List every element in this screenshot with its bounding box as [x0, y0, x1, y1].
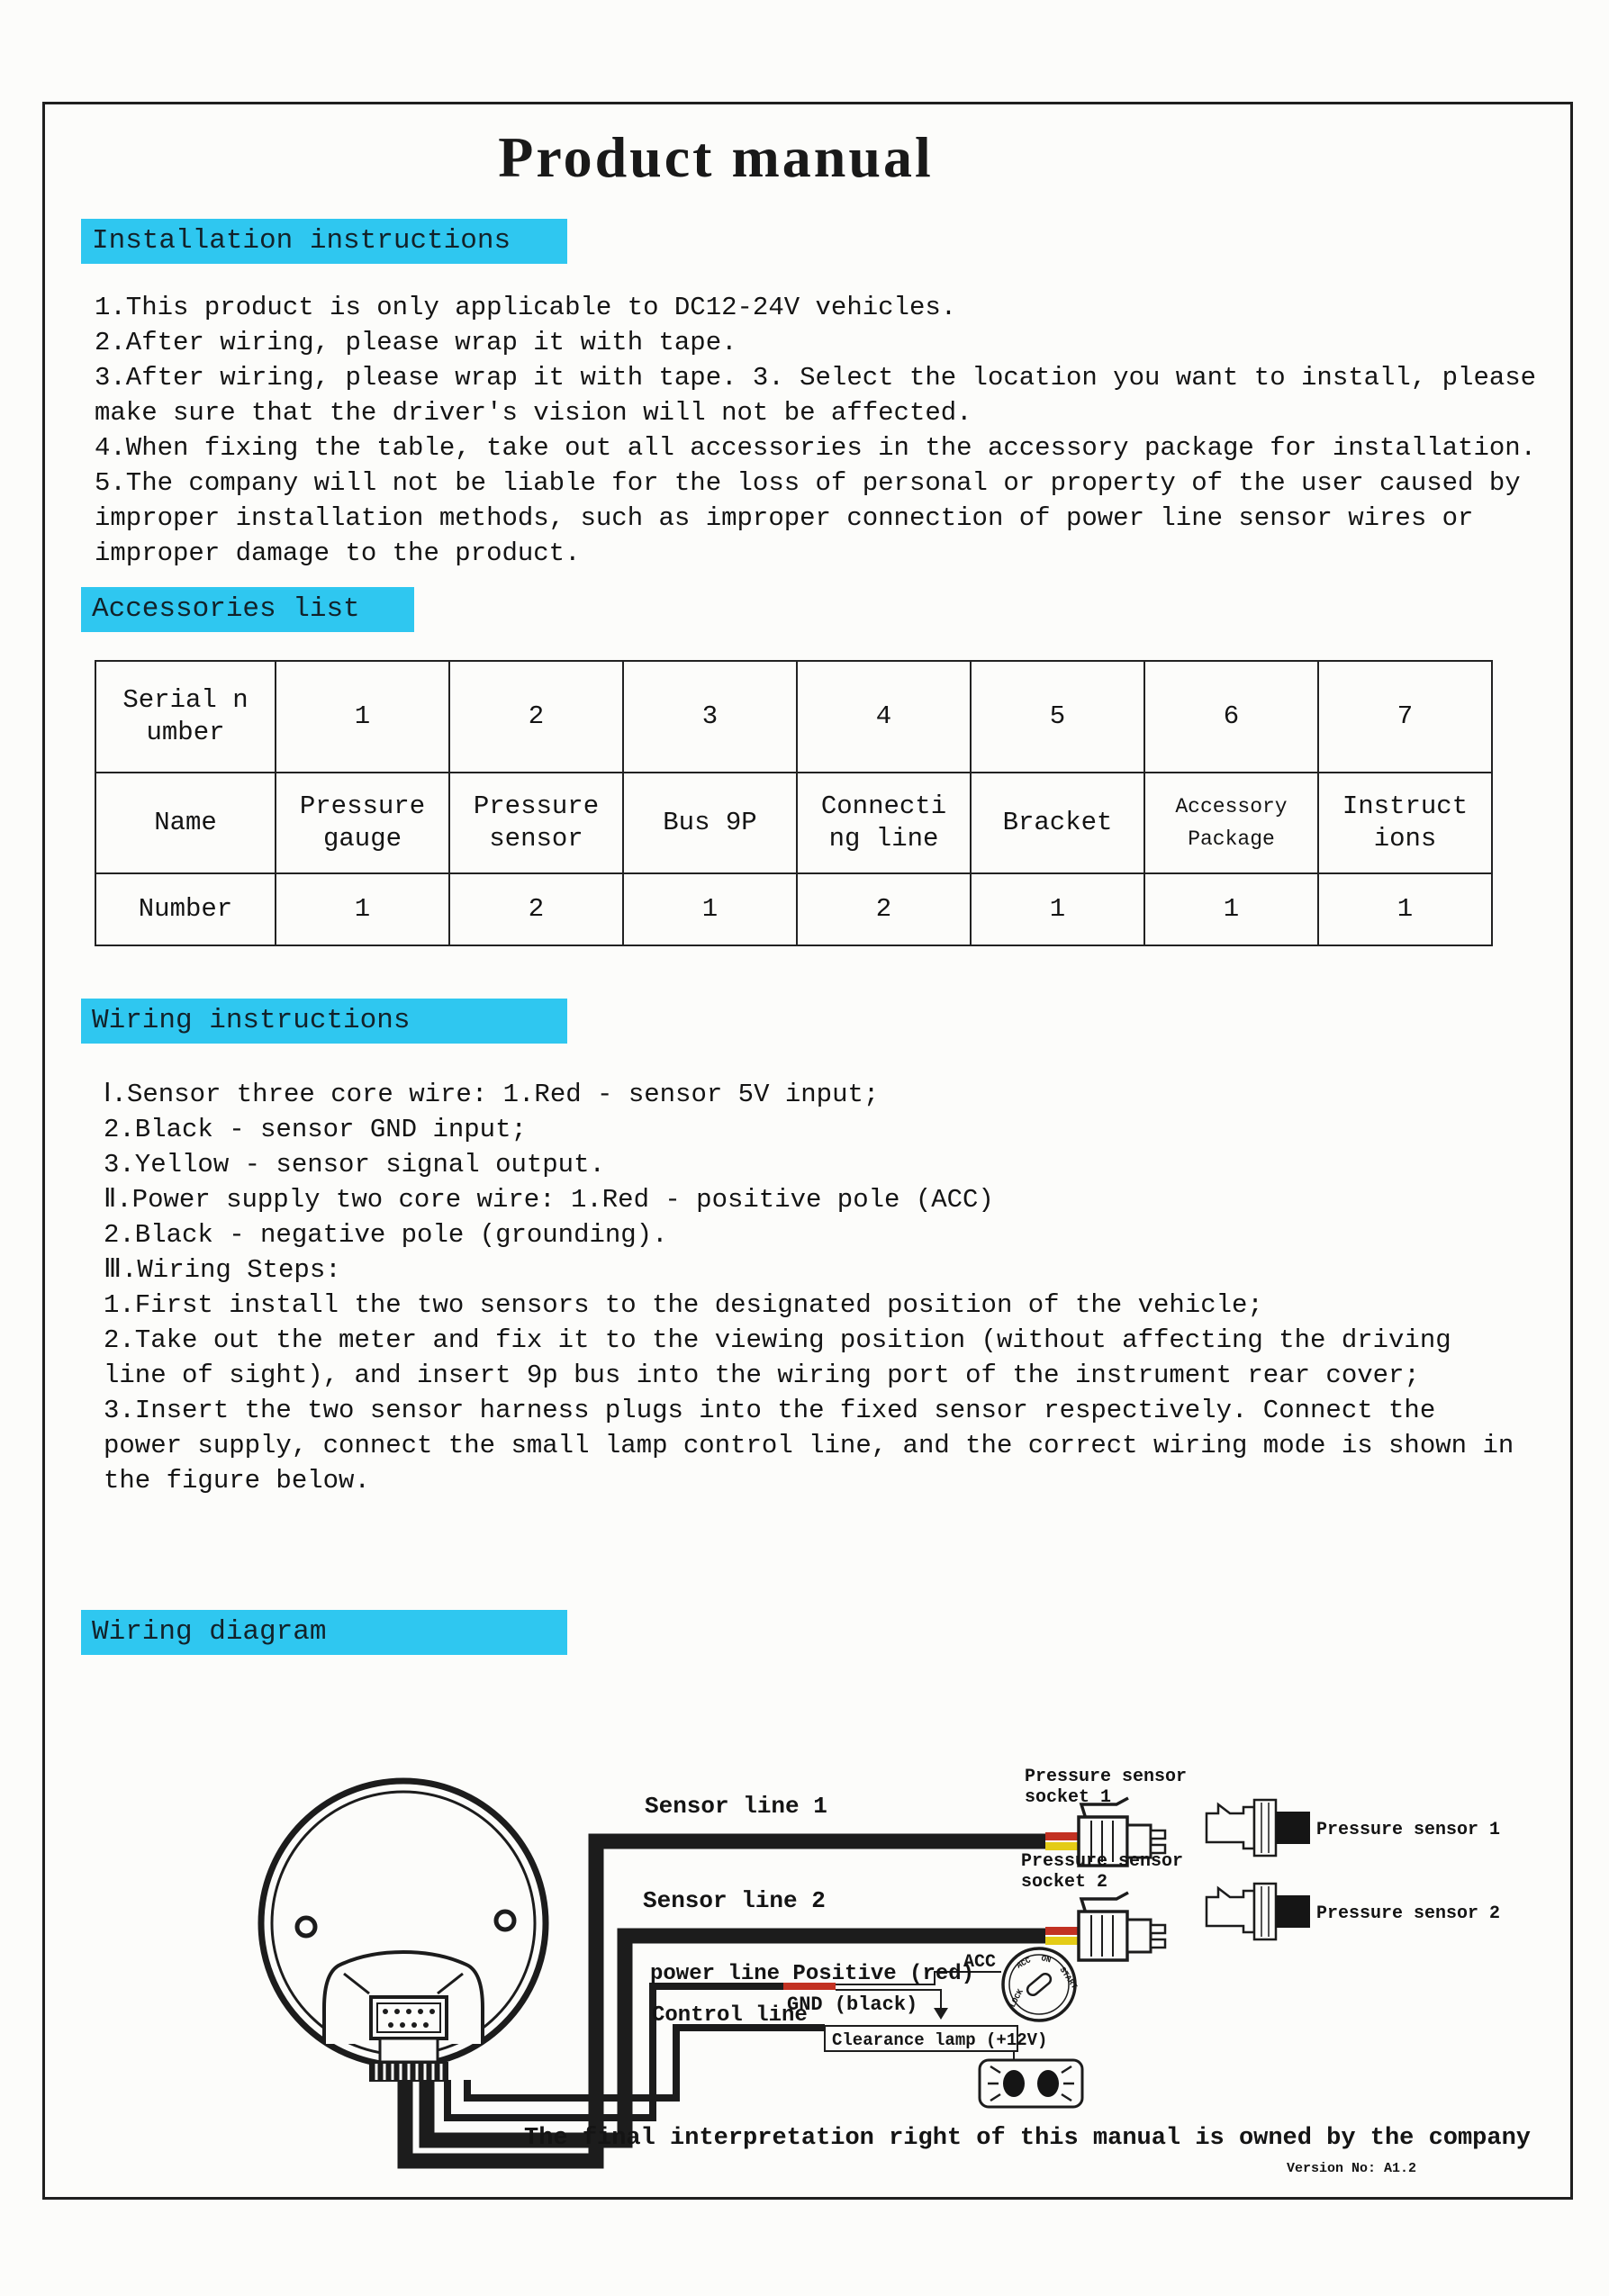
red-wire-tip — [1045, 1927, 1078, 1935]
label-pressure-sensor-1: Pressure sensor 1 — [1316, 1820, 1501, 1840]
table-cell: 2 — [449, 873, 623, 945]
table-cell: 7 — [1318, 661, 1492, 773]
label-clearance-lamp: Clearance lamp (+12V) — [832, 2030, 1048, 2050]
pressure-gauge-drawing — [261, 1781, 546, 2082]
wiring-instructions-text — [104, 1077, 1580, 1498]
table-cell: Pressure gauge — [276, 773, 449, 873]
wiring-line: Ⅲ.Wiring Steps: — [104, 1255, 341, 1285]
installation-item: 2.After wiring, please wrap it with tape. — [95, 328, 737, 357]
table-cell: 2 — [449, 661, 623, 773]
ignition-label-lock: LOCK — [1008, 1987, 1026, 2010]
table-cell: 1 — [276, 661, 449, 773]
installation-item: 1.This product is only applicable to DC12-24V vehicles. — [95, 293, 957, 322]
row-header: Serial number — [95, 661, 276, 773]
table-cell: 1 — [1144, 873, 1318, 945]
label-sensor-line-2: Sensor line 2 — [643, 1887, 826, 1914]
wiring-line: 2.Black - sensor GND input; — [104, 1115, 527, 1144]
ground-icon — [934, 2008, 948, 2020]
wiring-line: 3.Yellow - sensor signal output. — [104, 1150, 605, 1180]
sensor-socket-2 — [1045, 1893, 1165, 1960]
wiring-line: 2.Black - negative pole (grounding). — [104, 1220, 668, 1250]
row-header: Name — [95, 773, 276, 873]
table-cell: Bus 9P — [623, 773, 797, 873]
table-cell: Accessory Package — [1144, 773, 1318, 873]
table-row-number — [95, 873, 1492, 945]
label-socket-2: socket 2 — [1021, 1872, 1108, 1893]
table-cell: 5 — [971, 661, 1144, 773]
clearance-lamp-icon — [980, 2060, 1082, 2107]
wiring-line: Ⅱ.Power supply two core wire: 1.Red - positive pole (ACC) — [104, 1185, 994, 1215]
ignition-label-start: START — [1057, 1966, 1079, 1992]
label-power-line: power line Positive (red) — [650, 1962, 975, 1986]
table-cell: 1 — [623, 873, 797, 945]
installation-item: 4.When fixing the table, take out all accessories in the accessory package for installation. — [95, 433, 1537, 463]
pressure-sensor-2-icon — [1207, 1884, 1310, 1939]
table-cell: Instructions — [1318, 773, 1492, 873]
installation-list — [95, 290, 1571, 571]
section-heading-diagram: Wiring diagram — [81, 1610, 567, 1655]
section-heading-installation: Installation instructions — [81, 219, 567, 264]
version-label: Version No: A1.2 — [1286, 2161, 1416, 2176]
pressure-sensor-1-icon — [1207, 1800, 1310, 1856]
wiring-line: Ⅰ.Sensor three core wire: 1.Red - sensor 5V input; — [104, 1080, 880, 1109]
table-row-serial — [95, 661, 1492, 773]
ignition-label-on: ON — [1040, 1954, 1053, 1966]
label-gnd: GND (black) — [787, 1993, 918, 2016]
table-cell: 4 — [797, 661, 971, 773]
section-heading-wiring: Wiring instructions — [81, 999, 567, 1044]
label-socket-1: Pressure sensor — [1025, 1767, 1188, 1787]
wiring-line: 2.Take out the meter and fix it to the viewing position (without affecting the driving — [104, 1325, 1451, 1355]
yellow-wire-tip — [1045, 1937, 1078, 1945]
label-acc: ACC — [963, 1952, 997, 1973]
table-cell: 2 — [797, 873, 971, 945]
table-cell: Pressure sensor — [449, 773, 623, 873]
table-cell: 1 — [971, 873, 1144, 945]
table-cell: 3 — [623, 661, 797, 773]
label-pressure-sensor-2: Pressure sensor 2 — [1316, 1903, 1501, 1924]
ignition-label-acc: ACC — [1015, 1956, 1033, 1971]
row-header: Number — [95, 873, 276, 945]
table-cell: Connecting line — [797, 773, 971, 873]
installation-item: 5.The company will not be liable for the loss of personal or property of the user caused by improper installation methods, such as improper connection of power line sensor wires or improper damage to the product. — [95, 468, 1521, 568]
wiring-line: line of sight), and insert 9p bus into the wiring port of the instrument rear cover; — [104, 1360, 1420, 1390]
wiring-diagram — [54, 1711, 1567, 2179]
installation-item: 3.After wiring, please wrap it with tape. 3. Select the location you want to install, please make sure that the driver's vision will not be affected. — [95, 363, 1537, 428]
section-heading-accessories: Accessories list — [81, 587, 414, 632]
red-wire-tip — [1045, 1832, 1078, 1840]
control-line-wire — [467, 2028, 825, 2098]
ignition-switch-icon — [1003, 1948, 1079, 2020]
accessories-table — [95, 660, 1493, 946]
wiring-line: 1.First install the two sensors to the designated position of the vehicle; — [104, 1290, 1263, 1320]
wiring-line: power supply, connect the small lamp control line, and the correct wiring mode is shown in — [104, 1431, 1514, 1460]
table-cell: 1 — [1318, 873, 1492, 945]
label-sensor-line-1: Sensor line 1 — [645, 1793, 827, 1820]
page-title: Product manual — [498, 125, 934, 189]
wiring-line: 3.Insert the two sensor harness plugs into the fixed sensor respectively. Connect the — [104, 1396, 1436, 1425]
wiring-line: the figure below. — [104, 1466, 370, 1496]
yellow-wire-tip — [1045, 1842, 1078, 1850]
footer-note: The final interpretation right of this manual is owned by the company — [524, 2125, 1531, 2152]
table-cell: 1 — [276, 873, 449, 945]
table-cell: 6 — [1144, 661, 1318, 773]
table-cell: Bracket — [971, 773, 1144, 873]
label-socket-2: Pressure sensor — [1021, 1851, 1184, 1872]
label-socket-1: socket 1 — [1025, 1787, 1112, 1808]
label-control-line: Control line — [652, 2003, 808, 2028]
plug-shell — [380, 2038, 438, 2062]
table-row-name — [95, 773, 1492, 873]
